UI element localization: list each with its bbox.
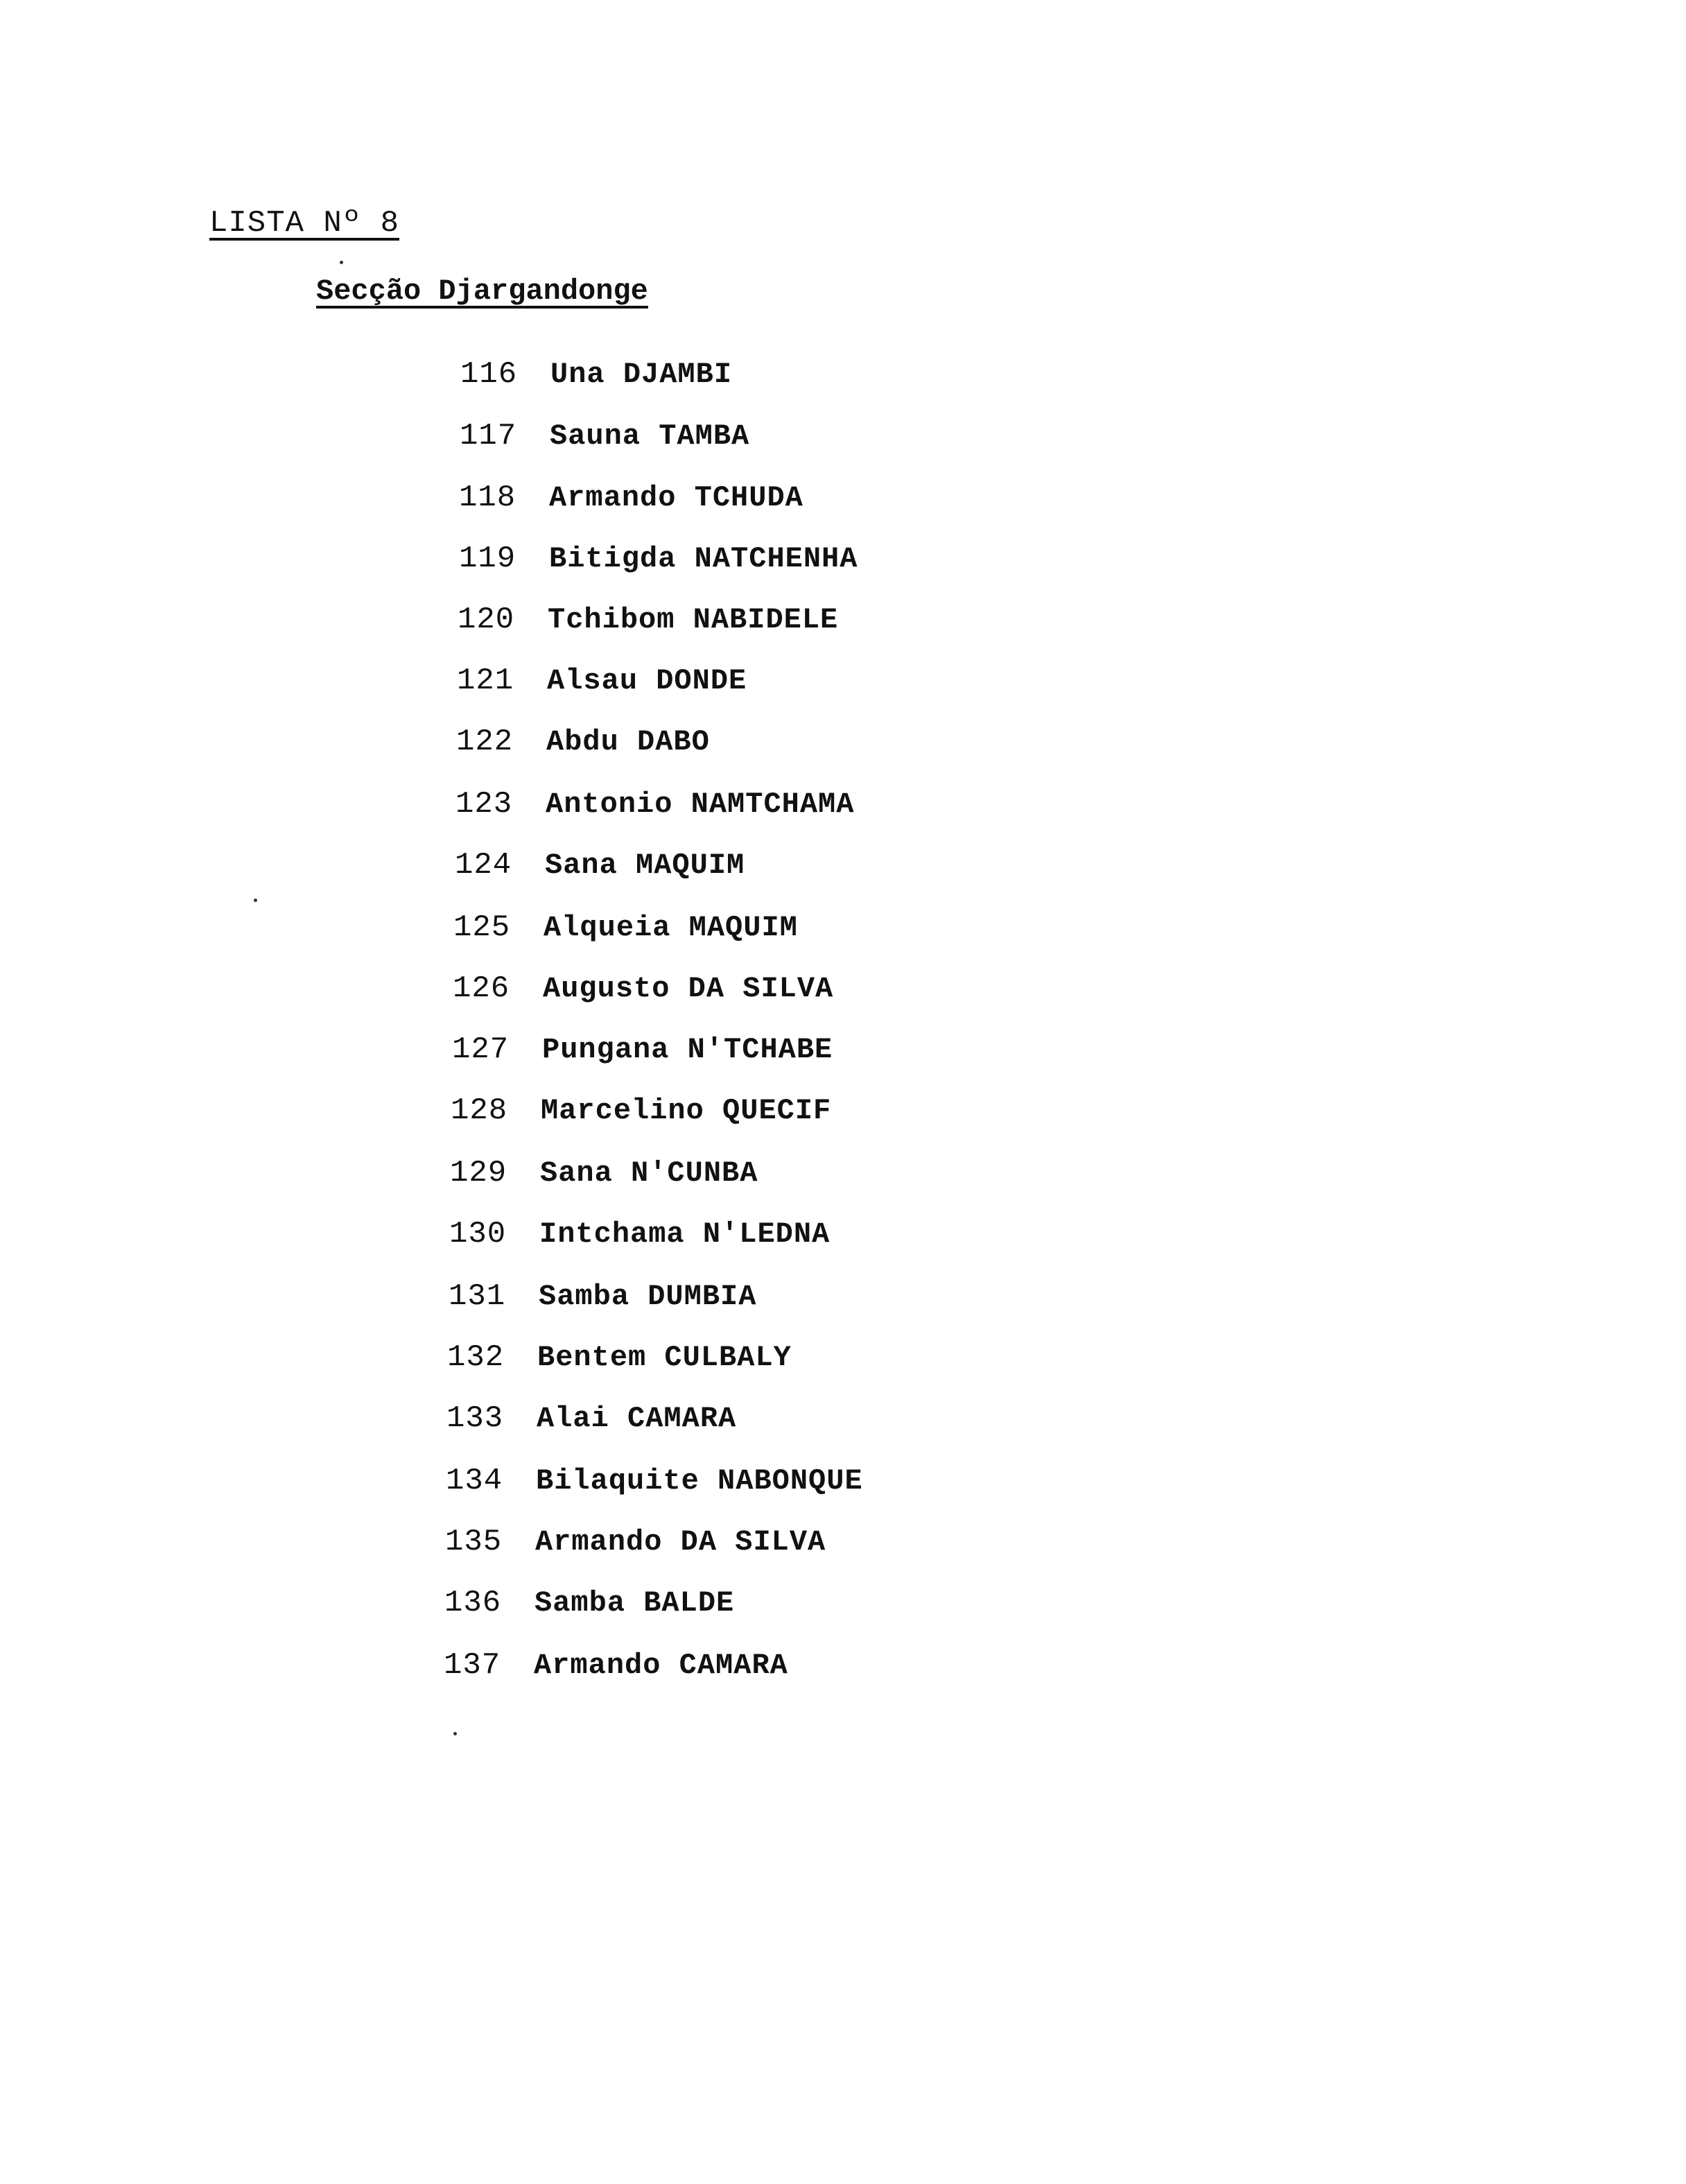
entry-name: Intchama N'LEDNA [539,1217,831,1251]
entry-name: Samba DUMBIA [539,1280,757,1313]
list-item [453,967,833,1011]
list-item [459,476,803,520]
entry-name: Sana MAQUIM [545,849,745,882]
entry-name: Sana N'CUNBA [540,1156,758,1190]
list-title: LISTA Nº 8 [209,206,400,241]
entry-name: Alsau DONDE [547,664,747,697]
entry-name: Armando CAMARA [534,1649,788,1682]
list-item [459,537,858,581]
entry-number: 133 [446,1401,504,1436]
entry-name: Marcelino QUECIF [541,1094,832,1127]
list-item [446,1396,736,1441]
entry-number: 129 [450,1156,507,1190]
entry-number: 130 [449,1217,507,1251]
entry-number: 135 [445,1525,503,1559]
entry-number: 125 [453,910,511,945]
entry-name: Pungana N'TCHABE [542,1033,833,1066]
list-item [452,1028,833,1072]
entry-number: 117 [460,419,517,453]
list-item [455,843,745,887]
entry-number: 120 [458,603,515,637]
entry-name: Tchibom NABIDELE [548,603,839,636]
list-item [449,1212,830,1256]
list-item [445,1520,826,1564]
entry-number: 121 [457,664,514,698]
list-item [444,1581,734,1625]
list-item [460,414,749,458]
list-item [450,1151,758,1195]
list-item [460,352,732,397]
entry-name: Armando DA SILVA [535,1525,826,1559]
section-title: Secção Djargandonge [316,275,648,308]
entry-name: Bilaquite NABONQUE [536,1464,863,1498]
list-item [455,782,854,826]
entry-name: Augusto DA SILVA [543,972,834,1005]
list-item [447,1335,792,1380]
entry-number: 136 [444,1586,502,1620]
entry-name: Samba BALDE [535,1586,735,1620]
entry-number: 119 [459,541,516,576]
entry-number: 131 [449,1279,506,1314]
entry-number: 132 [447,1340,505,1375]
entry-name: Antonio NAMTCHAMA [546,788,855,821]
entry-name: Bitigda NATCHENHA [549,542,858,575]
list-item [457,659,747,703]
entry-name: Alqueia MAQUIM [544,911,798,944]
entry-number: 123 [455,787,513,822]
paper-speck [340,261,343,264]
entry-name: Una DJAMBI [550,358,733,391]
entry-number: 137 [444,1648,501,1683]
entry-number: 124 [455,848,512,883]
entry-name: Sauna TAMBA [550,419,750,453]
entry-name: Alai CAMARA [537,1402,737,1435]
paper-speck [254,899,257,902]
entry-name: Armando TCHUDA [549,481,803,514]
entry-number: 128 [451,1093,508,1128]
entry-name: Abdu DABO [546,725,710,759]
list-item [453,905,798,950]
list-item [449,1274,756,1319]
list-item [451,1089,831,1133]
list-item [458,598,838,642]
entry-number: 126 [453,971,510,1006]
list-item [444,1643,788,1688]
list-item [456,720,710,764]
paper-speck [453,1732,457,1735]
entry-number: 122 [456,725,514,759]
entry-number: 127 [452,1032,510,1067]
entry-name: Bentem CULBALY [537,1341,792,1374]
entry-number: 134 [446,1464,503,1498]
entry-number: 118 [459,480,516,515]
entry-number: 116 [460,357,518,392]
list-item [446,1459,863,1503]
